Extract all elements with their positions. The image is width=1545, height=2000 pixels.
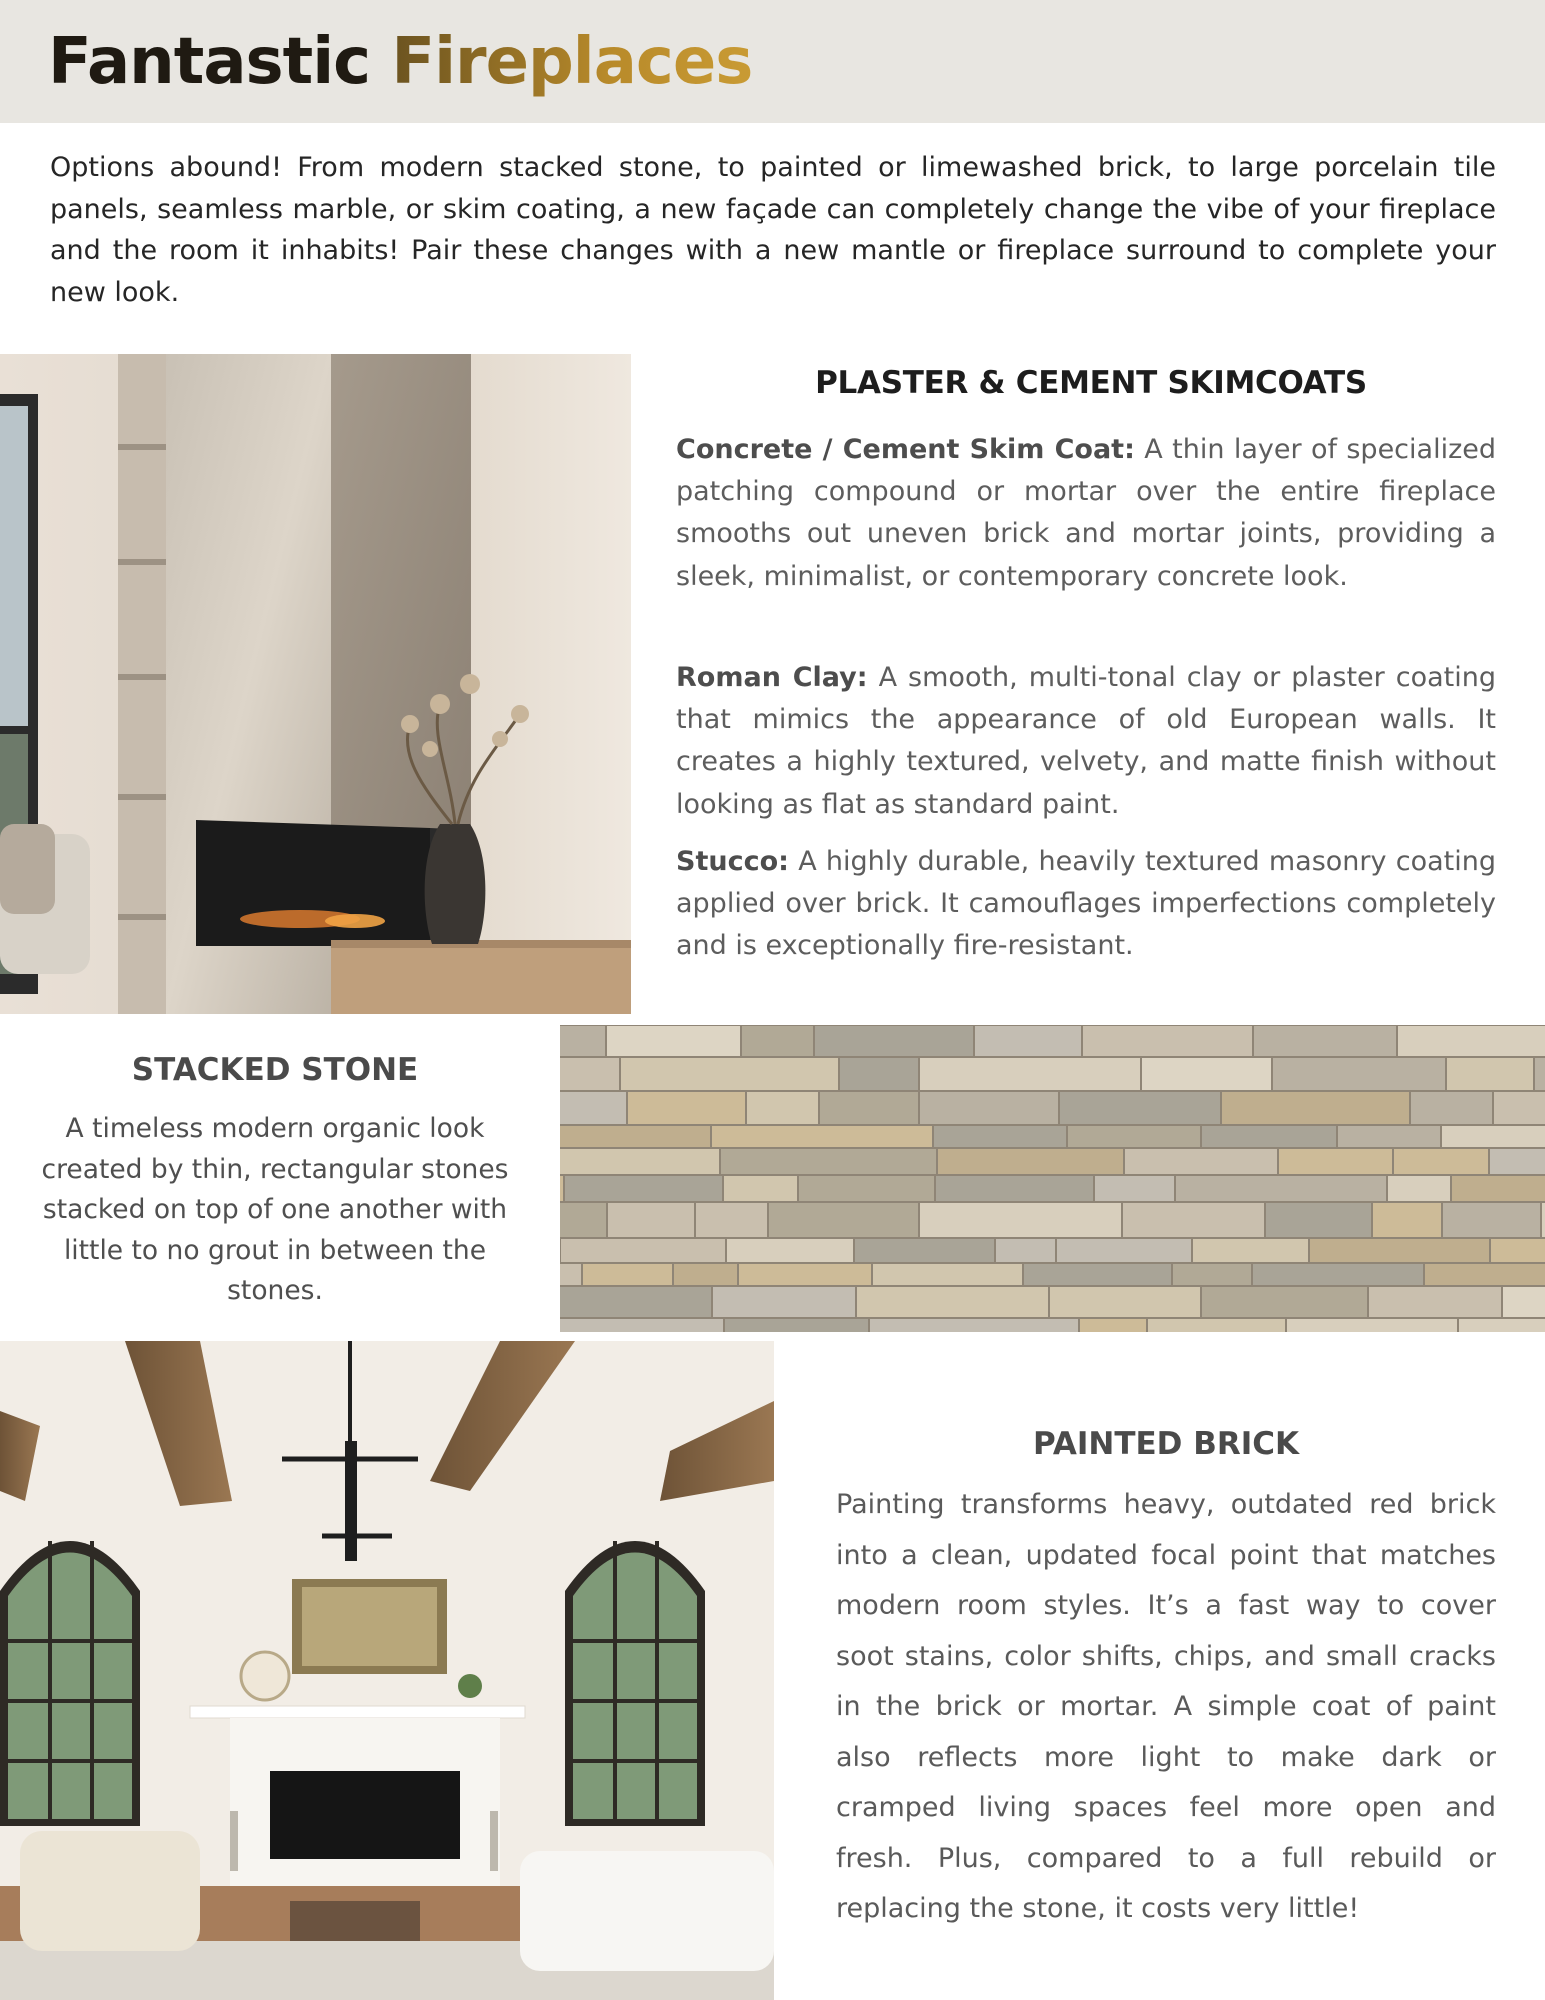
painted-brick-section — [836, 1419, 1496, 1935]
page-title-word-2: Fireplaces — [391, 25, 753, 99]
plaster-heading: PLASTER & CEMENT SKIMCOATS — [815, 365, 1367, 401]
painted-brick-heading: PAINTED BRICK — [1033, 1426, 1299, 1462]
painted-brick-room-photo — [0, 1341, 774, 2000]
page-title-word-1: Fantastic — [48, 25, 371, 99]
stucco-text: A highly durable, heavily textured masonry coating applied over brick. It camouflages imperfections completely and is exceptionally fire-resistant. — [676, 846, 1496, 962]
stone-texture — [560, 1025, 1545, 1332]
skim-coat-text: A thin layer of specialized patching compound or mortar over the entire fireplace smooths out uneven brick and mortar joints, providing a sleek, minimalist, or contemporary concrete look. — [676, 434, 1496, 592]
header-band — [0, 0, 1545, 123]
roman-clay-term: Roman Clay: — [676, 662, 868, 693]
skim-coat-term: Concrete / Cement Skim Coat: — [676, 434, 1135, 465]
plaster-skimcoats-section — [676, 361, 1497, 962]
page-title — [48, 22, 752, 102]
intro-paragraph: Options abound! From modern stacked stone, to painted or limewashed brick, to large porcelain tile panels, seamless marble, or skim coating, a new façade can completely change the vibe of your fireplace and the room it inhabits! Pair these changes with a new mantle or fireplace surround to complete your new look. — [50, 152, 1496, 308]
skim-coat-paragraph — [676, 429, 1496, 598]
roman-clay-text: A smooth, multi-tonal clay or plaster coating that mimics the appearance of old European walls. It creates a highly textured, velvety, and matte finish without looking as flat as standard paint. — [676, 662, 1497, 820]
stacked-stone-heading: STACKED STONE — [131, 1052, 419, 1088]
stacked-stone-text: A timeless modern organic look created by thin, rectangular stones stacked on top of one another with little to no grout in between the stones. — [41, 1113, 509, 1306]
stacked-stone-photo — [560, 1025, 1545, 1332]
painted-brick-text: Painting transforms heavy, outdated red brick into a clean, updated focal point that matches modern room styles. It’s a fast way to cover soot stains, color shifts, chips, and small cracks in the brick or mortar. A simple coat of paint also reflects more light to make dark or cramped living spaces feel more open and fresh. Plus, compared to a full rebuild or replacing the stone, it costs very little! — [836, 1489, 1496, 1924]
stucco-paragraph — [676, 841, 1496, 968]
stacked-stone-section — [30, 1045, 520, 1312]
roman-clay-paragraph — [676, 657, 1496, 826]
skimcoat-fireplace-photo — [0, 354, 631, 1014]
stucco-term: Stucco: — [676, 846, 789, 877]
